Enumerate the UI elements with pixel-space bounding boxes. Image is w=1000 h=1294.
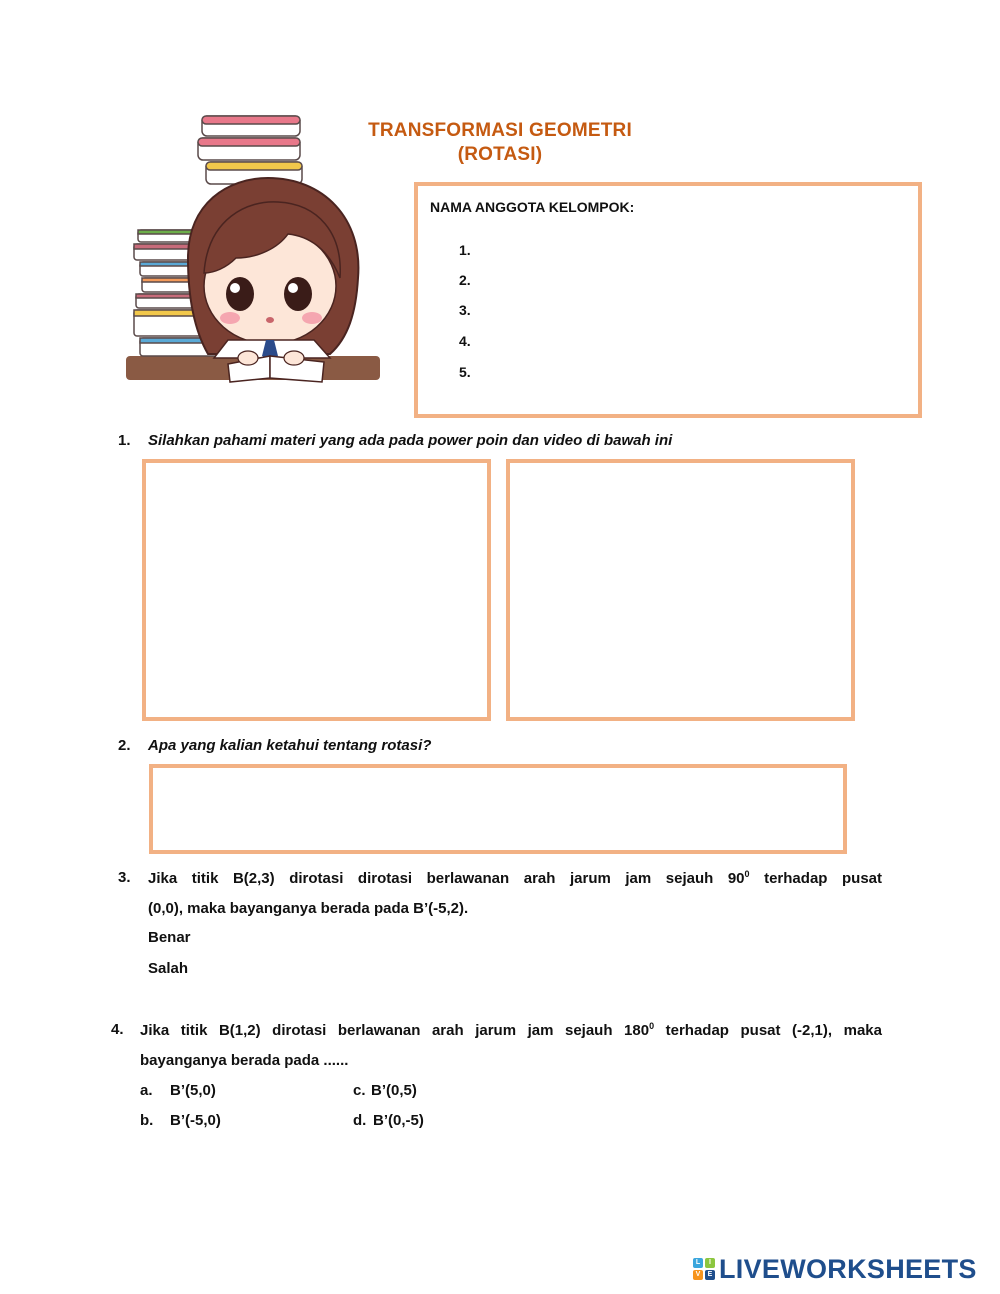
- title-line-1: TRANSFORMASI GEOMETRI: [368, 120, 632, 141]
- title-line-2: (ROTASI): [457, 144, 543, 165]
- option-c[interactable]: B’(0,5): [371, 1082, 417, 1099]
- member-number-1: 1.: [459, 242, 471, 258]
- option-c-label: c.: [353, 1082, 366, 1099]
- option-b[interactable]: B’(-5,0): [170, 1112, 221, 1129]
- option-b-label: b.: [140, 1112, 154, 1129]
- question-3-text-a: Jika titik B(2,3) dirotasi dirotasi berlawanan arah jarum jam sejauh 90: [148, 870, 745, 887]
- question-3-line-2: (0,0), maka bayanganya berada pada B’(-5,2).: [148, 900, 469, 917]
- option-a[interactable]: B’(5,0): [170, 1082, 216, 1099]
- question-1-text: Silahkan pahami materi yang ada pada power poin dan video di bawah ini: [148, 432, 673, 449]
- member-number-4: 4.: [459, 333, 471, 349]
- page-title: [340, 120, 660, 166]
- member-number-5: 5.: [459, 364, 471, 380]
- group-members-heading: NAMA ANGGOTA KELOMPOK:: [430, 199, 635, 215]
- member-name-input-1[interactable]: [480, 238, 904, 264]
- question-4-number: 4.: [111, 1021, 124, 1038]
- option-d[interactable]: B’(0,-5): [373, 1112, 424, 1129]
- member-name-input-3[interactable]: [480, 298, 904, 324]
- question-4-text-a: Jika titik B(1,2) dirotasi berlawanan arah jarum jam sejauh 180: [140, 1022, 650, 1039]
- liveworksheets-logo[interactable]: [693, 1254, 977, 1284]
- option-salah[interactable]: Salah: [148, 960, 189, 977]
- question-4-text-b: terhadap pusat (-2,1), maka: [654, 1022, 882, 1039]
- question-2-number: 2.: [118, 737, 131, 754]
- question-4-degree: 0: [649, 1021, 655, 1031]
- logo-text: LIVEWORKSHEETS: [719, 1253, 977, 1284]
- question-1-number: 1.: [118, 432, 131, 449]
- answer-2-input[interactable]: [156, 771, 842, 849]
- question-2-text: Apa yang kalian ketahui tentang rotasi?: [148, 737, 432, 754]
- option-a-label: a.: [140, 1082, 153, 1099]
- member-name-input-5[interactable]: [480, 360, 904, 386]
- question-3-number: 3.: [118, 869, 131, 886]
- option-benar[interactable]: Benar: [148, 929, 191, 946]
- logo-letter-v: V: [693, 1270, 703, 1280]
- option-d-label: d.: [353, 1112, 367, 1129]
- member-name-input-4[interactable]: [480, 329, 904, 355]
- question-3-text-b: terhadap pusat: [749, 870, 883, 887]
- logo-letter-i: I: [705, 1258, 715, 1268]
- member-number-3: 3.: [459, 302, 471, 318]
- question-3-line-1: [148, 869, 882, 887]
- logo-letter-e: E: [705, 1270, 715, 1280]
- logo-letter-l: L: [693, 1258, 703, 1268]
- member-number-2: 2.: [459, 272, 471, 288]
- member-name-input-2[interactable]: [480, 268, 904, 294]
- question-4-line-1: [140, 1021, 882, 1039]
- video-embed-box[interactable]: [506, 459, 855, 721]
- question-3-degree: 0: [744, 869, 750, 879]
- question-4-line-2: bayanganya berada pada ......: [140, 1052, 349, 1069]
- powerpoint-embed-box[interactable]: [142, 459, 491, 721]
- logo-squares-icon: [693, 1258, 715, 1280]
